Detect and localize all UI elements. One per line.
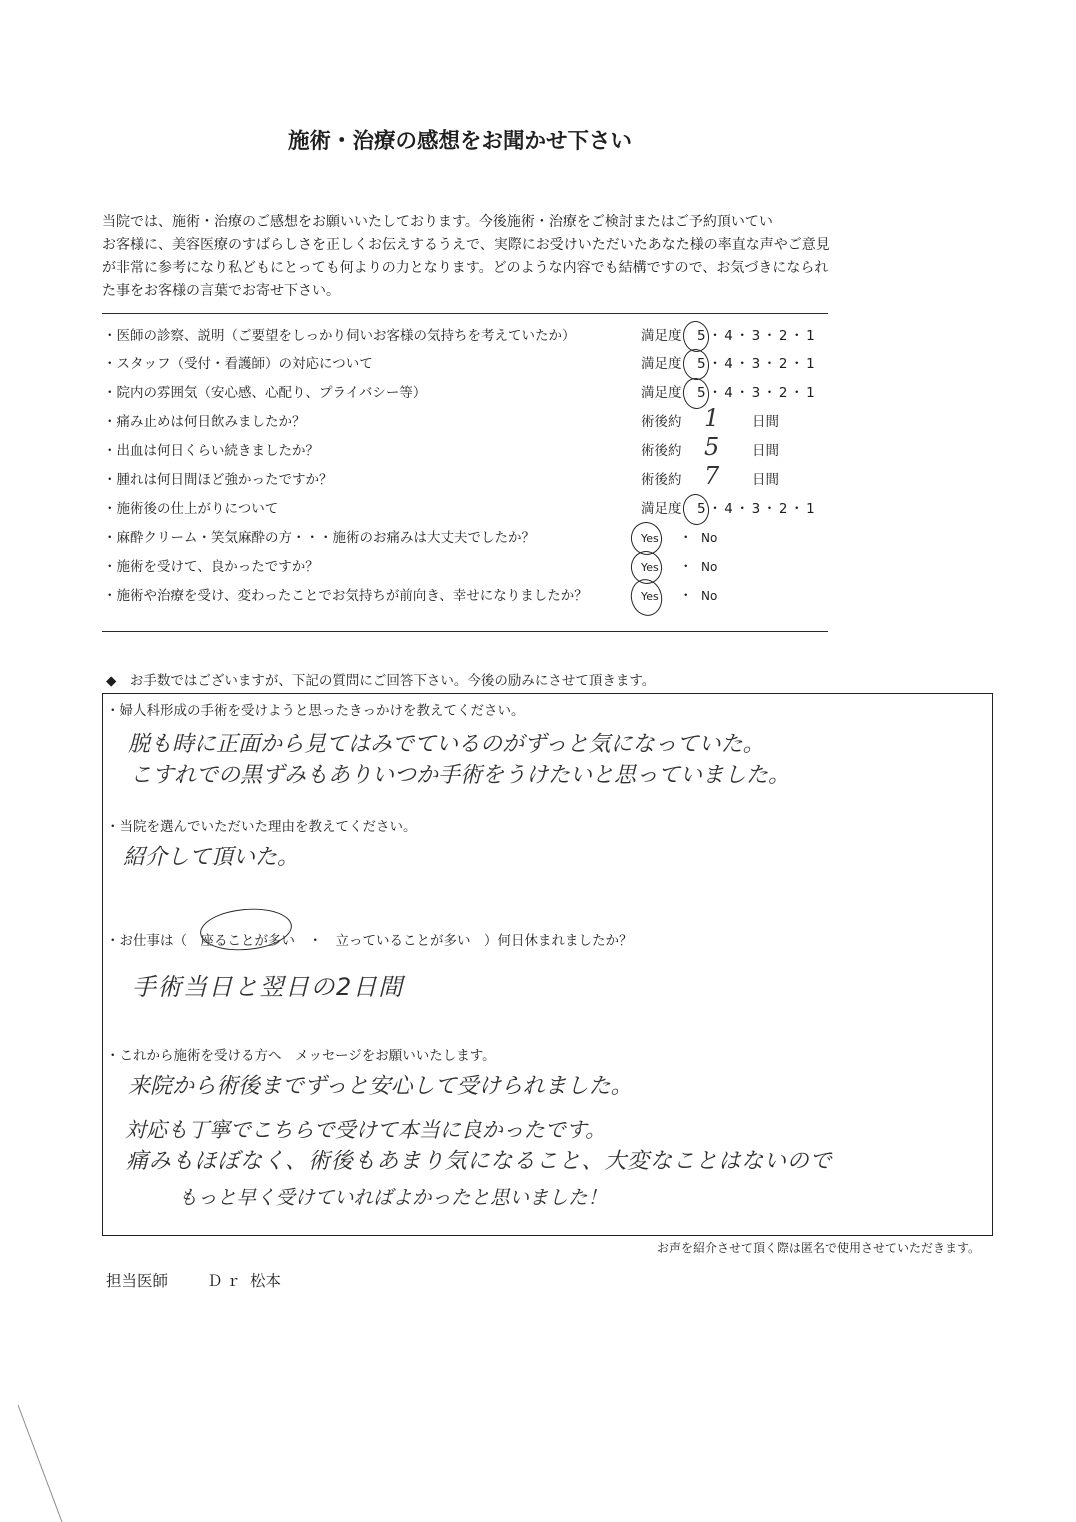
question-clinic-reason-label: ・当院を選んでいただいた理由を教えてください。 xyxy=(106,819,417,835)
option-separator: ・ xyxy=(679,529,693,546)
handwritten-answer-line: 痛みもほぼなく、術後もあまり気になること、大変なことはないので xyxy=(126,1149,833,1174)
comments-section-header: ◆ お手数ではございますが、下記の質問にご回答下さい。今後の励みにさせて頂きます。 xyxy=(106,673,656,689)
survey-question: ・施術後の仕上がりについて xyxy=(103,500,279,517)
doctor-title: Ｄｒ xyxy=(207,1272,245,1290)
question-work-days-label xyxy=(106,932,633,950)
handwritten-answer-line: 手術当日と翌日の2日間 xyxy=(132,973,404,1001)
survey-question: ・スタッフ（受付・看護師）の対応について xyxy=(103,356,373,373)
survey-row-bleeding-days xyxy=(0,433,1076,466)
survey-question: ・腫れは何日間ほど強かったですか？ xyxy=(103,472,333,488)
survey-row-clinic-atmosphere xyxy=(0,379,1076,408)
yes-option: Yes xyxy=(641,589,659,603)
satisfaction-label: 満足度 xyxy=(641,500,682,517)
handwritten-answer-line: 来院から術後までずっと安心して受けられました。 xyxy=(128,1074,633,1099)
handwritten-days-value: 1 xyxy=(704,404,720,433)
work-question-prefix: ・お仕事は（ xyxy=(106,933,187,949)
survey-row-swelling-days xyxy=(0,462,1076,495)
post-op-prefix: 術後約 xyxy=(641,472,682,488)
survey-row-result-satisfaction xyxy=(0,495,1076,524)
survey-question: ・施術を受けて、良かったですか？ xyxy=(103,558,319,575)
satisfaction-scale: 5・4・3・2・1 xyxy=(697,500,818,517)
intro-line: が非常に参考になり私どもにとっても何よりの力となります。どのような内容でも結構ですので、お気づきになられ xyxy=(102,260,829,276)
work-question-suffix: ）何日休まれましたか？ xyxy=(484,933,633,949)
intro-line: た事をお客様の言葉でお寄せ下さい。 xyxy=(102,283,340,299)
satisfaction-scale: 5・4・3・2・1 xyxy=(697,327,818,344)
days-unit: 日間 xyxy=(752,443,779,460)
survey-question: ・麻酔クリーム・笑気麻酔の方・・・施術のお痛みは大丈夫でしたか？ xyxy=(103,529,535,546)
satisfaction-label: 満足度 xyxy=(641,327,682,344)
survey-row-glad-treatment xyxy=(0,553,1076,582)
satisfaction-scale: 5・4・3・2・1 xyxy=(697,385,818,402)
survey-question: ・出血は何日くらい続きましたか？ xyxy=(103,443,319,460)
survey-bottom-divider xyxy=(102,631,828,632)
intro-line: お客様に、美容医療のすばらしさを正しくお伝えするうえで、実際にお受けいただいたあなた様の率直な声やご意見 xyxy=(102,237,830,253)
survey-row-positive-feelings xyxy=(0,582,1076,611)
days-unit: 日間 xyxy=(752,414,779,431)
intro-line: 当院では、施術・治療のご感想をお願いいたしております。今後施術・治療をご検討またはご予約頂いてい xyxy=(102,214,773,230)
yes-option: Yes xyxy=(641,531,659,545)
work-option-standing: 立っていることが多い xyxy=(335,933,471,949)
handwritten-days-value: 5 xyxy=(704,433,720,462)
survey-question: ・痛み止めは何日飲みましたか？ xyxy=(103,414,306,431)
handwritten-days-value: 7 xyxy=(704,462,720,490)
option-separator: ・ xyxy=(679,558,693,575)
survey-question: ・院内の雰囲気（安心感、心配り、プライバシー等） xyxy=(103,385,427,402)
survey-row-staff-response xyxy=(0,350,1076,379)
question-message-label: ・これから施術を受ける方へ メッセージをお願いいたします。 xyxy=(106,1048,496,1064)
survey-top-divider xyxy=(102,313,828,314)
work-option-separator: ・ xyxy=(308,933,322,949)
satisfaction-label: 満足度 xyxy=(641,356,682,373)
post-op-prefix: 術後約 xyxy=(641,443,682,460)
anonymity-note: お声を紹介させて頂く際は匿名で使用させていただきます。 xyxy=(657,1241,981,1255)
post-op-prefix: 術後約 xyxy=(641,414,682,431)
handwritten-answer-line: 紹介して頂いた。 xyxy=(123,845,300,870)
survey-question: ・施術や治療を受け、変わったことでお気持ちが前向き、幸せになりましたか？ xyxy=(103,587,588,604)
option-separator: ・ xyxy=(679,587,693,604)
handwritten-answer-line: 対応も丁寧でこちらで受けて本当に良かったです。 xyxy=(125,1118,607,1142)
work-option-sitting: 座ることが多い xyxy=(200,933,295,949)
survey-row-doctor-explanation xyxy=(0,322,1076,351)
satisfaction-scale: 5・4・3・2・1 xyxy=(697,356,818,373)
survey-row-anesthesia-pain xyxy=(0,524,1076,553)
doctor-label: 担当医師 xyxy=(106,1272,169,1290)
scan-artifact-line xyxy=(10,1395,70,1522)
survey-question: ・医師の診察、説明（ご要望をしっかり伺いお客様の気持ちを考えていたか） xyxy=(103,327,576,344)
question-motivation-label: ・婦人科形成の手術を受けようと思ったきっかけを教えてください。 xyxy=(106,703,525,719)
form-title: 施術・治療の感想をお聞かせ下さい xyxy=(288,129,633,154)
satisfaction-label: 満足度 xyxy=(641,385,682,402)
yes-option: Yes xyxy=(641,560,659,574)
days-unit: 日間 xyxy=(752,472,779,488)
no-option: No xyxy=(701,559,718,574)
doctor-name: 松本 xyxy=(250,1272,282,1290)
no-option: No xyxy=(701,530,718,545)
handwritten-answer-line: こすれでの黒ずみもありいつか手術をうけたいと思っていました。 xyxy=(130,763,791,788)
intro-paragraph xyxy=(102,211,830,303)
no-option: No xyxy=(701,588,718,603)
handwritten-answer-line: もっと早く受けていればよかったと思いました！ xyxy=(178,1186,608,1209)
handwritten-answer-line: 脱も時に正面から見てはみでているのがずっと気になっていた。 xyxy=(128,732,765,757)
selected-yes-circle xyxy=(627,575,666,618)
survey-row-painkiller-days xyxy=(0,404,1076,437)
